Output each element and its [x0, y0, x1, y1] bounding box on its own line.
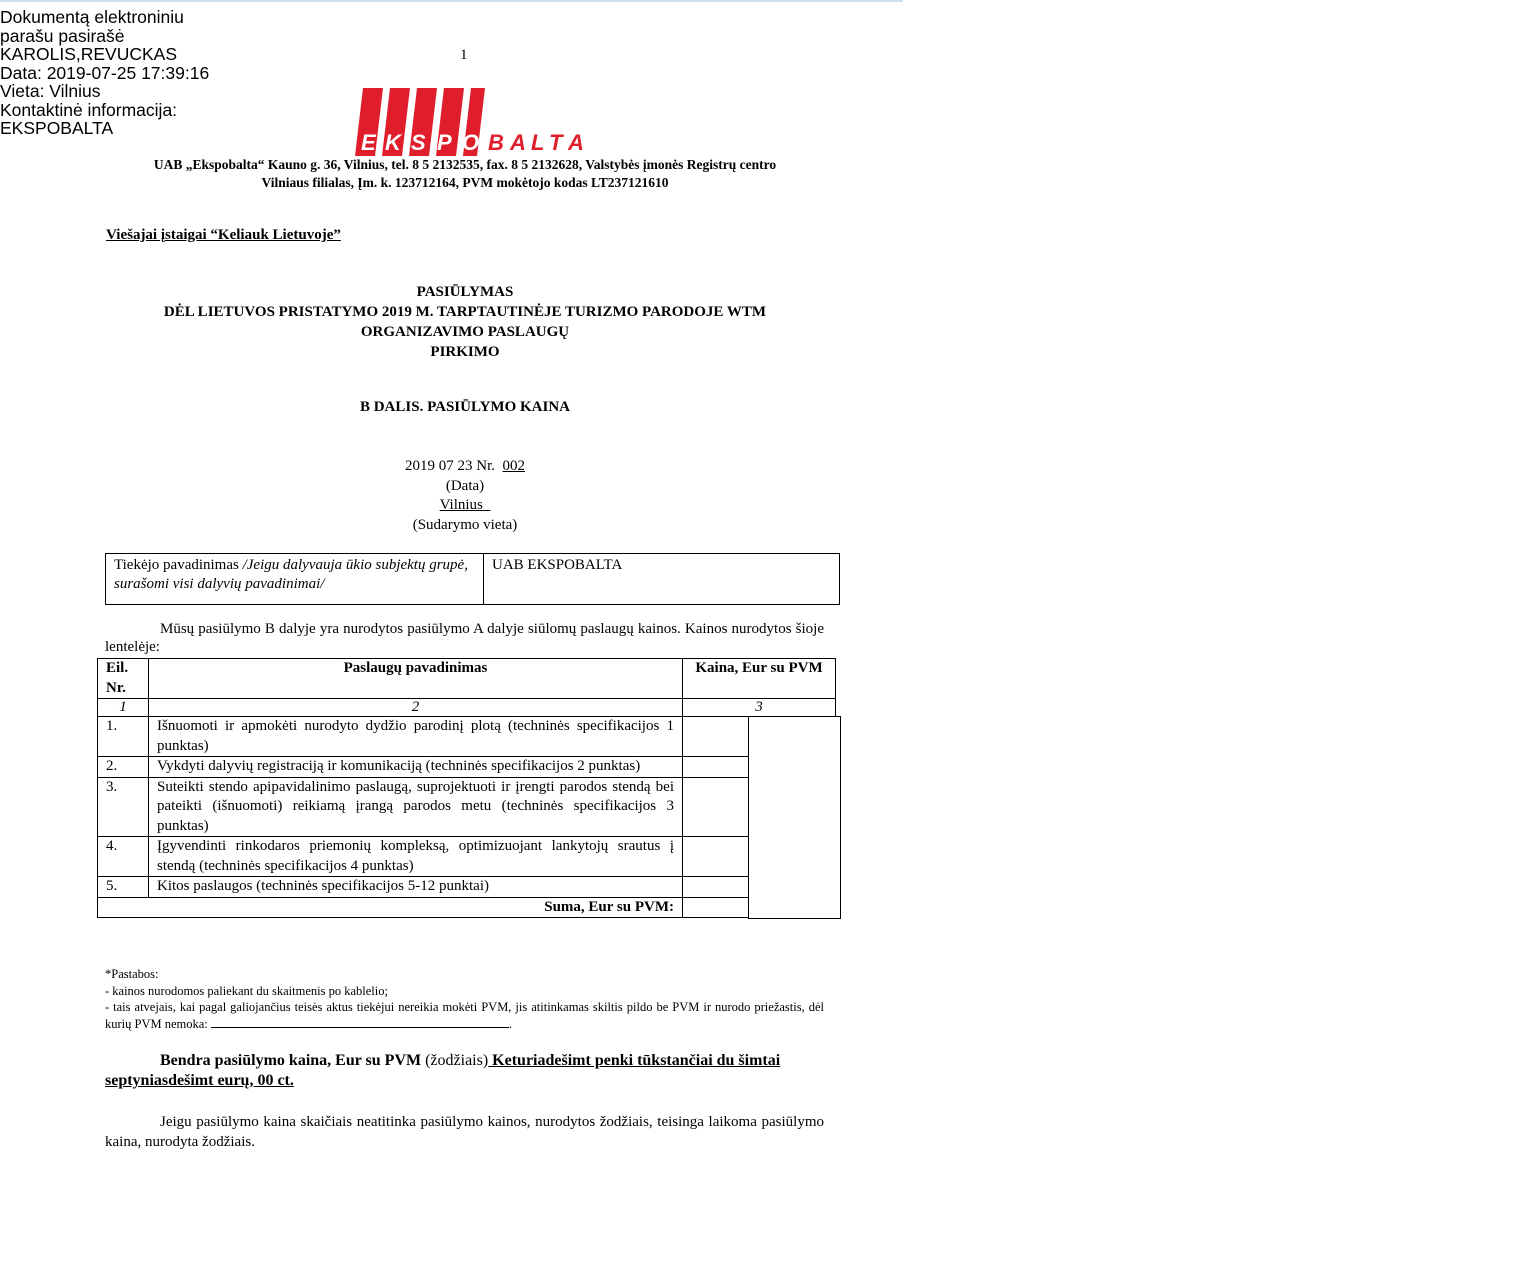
sum-label: Suma, Eur su PVM: — [98, 897, 683, 918]
supplier-table — [105, 553, 840, 605]
signature-line: Kontaktinė informacija: — [0, 99, 178, 120]
place-caption: (Sudarymo vieta) — [412, 516, 518, 533]
supplier-label-cell — [106, 554, 484, 604]
recipient: Viešajai įstaigai “Keliauk Lietuvoje” — [106, 227, 341, 243]
blank-overlay-box — [748, 716, 841, 919]
row-number: 5. — [98, 877, 149, 898]
company-info-line: Vilniaus filialas, Įm. k. 123712164, PVM mokėtojo kodas LT237121610 — [261, 175, 669, 190]
svg-text:S: S — [411, 130, 426, 155]
notes — [105, 966, 824, 1032]
table-row — [98, 837, 836, 877]
notes-heading: *Pastabos: — [105, 967, 159, 981]
svg-text:E: E — [361, 130, 376, 155]
table-row — [98, 777, 836, 837]
sum-row — [98, 897, 836, 918]
table-row — [98, 877, 836, 898]
header-service: Paslaugų pavadinimas — [149, 659, 683, 699]
note-line — [105, 999, 824, 1032]
svg-text:T: T — [549, 130, 563, 155]
column-number: 2 — [149, 699, 683, 717]
svg-text:B: B — [488, 130, 504, 155]
row-description: Kitos paslaugos (techninės specifikacijos 5-12 punktai) — [149, 877, 683, 898]
supplier-value: UAB EKSPOBALTA — [492, 557, 623, 573]
svg-text:K: K — [385, 130, 401, 155]
document-number: 002 — [502, 458, 525, 474]
intro-paragraph: Mūsų pasiūlymo B dalyje yra nurodytos pasiūlymo A dalyje siūlomų paslaugų kainos. Kainos nurodytos šioje lentelėje: — [105, 621, 824, 655]
company-info — [90, 156, 840, 192]
title-line: ORGANIZAVIMO PASLAUGŲ — [360, 324, 570, 340]
svg-text:O: O — [462, 130, 480, 155]
place-line — [380, 496, 550, 516]
place: Vilnius — [439, 497, 483, 513]
top-border-line — [0, 0, 903, 2]
note-line: - kainos nurodomos paliekant du skaitmenis po kablelio; — [105, 983, 388, 998]
signature-line: EKSPOBALTA — [0, 118, 114, 138]
svg-text:A: A — [510, 130, 526, 155]
table-row — [98, 717, 836, 757]
header-price: Kaina, Eur su PVM — [683, 659, 836, 699]
section-title: B DALIS. PASIŪLYMO KAINA — [359, 399, 571, 415]
row-number: 1. — [98, 717, 149, 757]
signature-line: Dokumentą elektroniniu — [0, 7, 184, 27]
price-table — [97, 658, 836, 918]
final-paragraph: Jeigu pasiūlymo kaina skaičiais neatitinka pasiūlymo kainos, nurodytos žodžiais, teisinga laikoma pasiūlymo kaina, nurodyta žodžiais. — [105, 1114, 824, 1150]
date-block — [380, 457, 550, 535]
row-description: Suteikti stendo apipavidalinimo paslaugą, suprojektuoti ir įrengti parodos stendą bei pateikti (išnuomoti) reikiamą įrangą parodos metu (techninės specifikacijos 3 punktas) — [149, 777, 683, 837]
column-number: 3 — [683, 699, 836, 717]
title-line: PIRKIMO — [430, 344, 500, 360]
column-number-row — [98, 699, 836, 717]
supplier-label: Tiekėjo pavadinimas — [114, 557, 243, 573]
row-number: 3. — [98, 777, 149, 837]
blank-field-line — [211, 1017, 509, 1028]
page-number: 1 — [460, 47, 468, 63]
total-price-words — [105, 1051, 824, 1091]
header-no: Eil. Nr. — [98, 659, 149, 699]
svg-text:L: L — [531, 130, 545, 155]
date-line — [380, 457, 550, 477]
total-words-label: Bendra pasiūlymo kaina, Eur su PVM — [160, 1052, 426, 1069]
document-title — [90, 282, 840, 362]
supplier-label-note: /Jeigu dalyvauja ūkio subjektų grupė, surašomi visi dalyvių pavadinimai/ — [114, 557, 468, 592]
note-end: . — [508, 1016, 513, 1031]
signature-line: KAROLIS,REVUCKAS — [0, 44, 177, 64]
table-row — [98, 757, 836, 778]
title-line: PASIŪLYMAS — [416, 284, 514, 300]
note-text: - tais atvejais, kai pagal galiojančius teisės aktus tiekėjui nereikia mokėti PVM, jis atitinkamas skiltis pildo be PVM ir nurodo priežastis, dėl kurių PVM nemoka: — [105, 1000, 824, 1031]
signature-line: Data: 2019-07-25 17:39:16 — [0, 62, 210, 83]
company-info-line: UAB „Ekspobalta“ Kauno g. 36, Vilnius, tel. 8 5 2132535, fax. 8 5 2132628, Valstybės įmonės Registrų centro — [153, 157, 777, 172]
row-description: Vykdyti dalyvių registraciją ir komunikaciją (techninės specifikacijos 2 punktas) — [149, 757, 683, 778]
ekspobalta-logo — [355, 88, 585, 156]
date-prefix: 2019 07 23 Nr. — [405, 458, 495, 474]
date-caption: (Data) — [445, 477, 485, 494]
total-words-paren: (žodžiais) — [425, 1052, 489, 1069]
total-words-value: Keturiadešimt penki tūkstančiai du šimtai septyniasdešimt eurų, 00 ct. — [105, 1052, 781, 1089]
svg-text:P: P — [437, 130, 452, 155]
electronic-signature-block — [0, 8, 260, 138]
svg-text:A: A — [568, 130, 584, 155]
column-number: 1 — [98, 699, 149, 717]
row-number: 2. — [98, 757, 149, 778]
row-description: Išnuomoti ir apmokėti nurodyto dydžio parodinį plotą (techninės specifikacijos 1 punktas) — [149, 717, 683, 757]
row-number: 4. — [98, 837, 149, 877]
row-description: Įgyvendinti rinkodaros priemonių kompleksą, optimizuojant lankytojų srautus į stendą (techninės specifikacijos 4 punktas) — [149, 837, 683, 877]
signature-line: Vieta: Vilnius — [0, 81, 101, 101]
signature-line: parašu pasirašė — [0, 25, 125, 46]
title-line: DĖL LIETUVOS PRISTATYMO 2019 M. TARPTAUTINĖJE TURIZMO PARODOJE WTM — [163, 304, 767, 320]
table-header-row — [98, 659, 836, 699]
